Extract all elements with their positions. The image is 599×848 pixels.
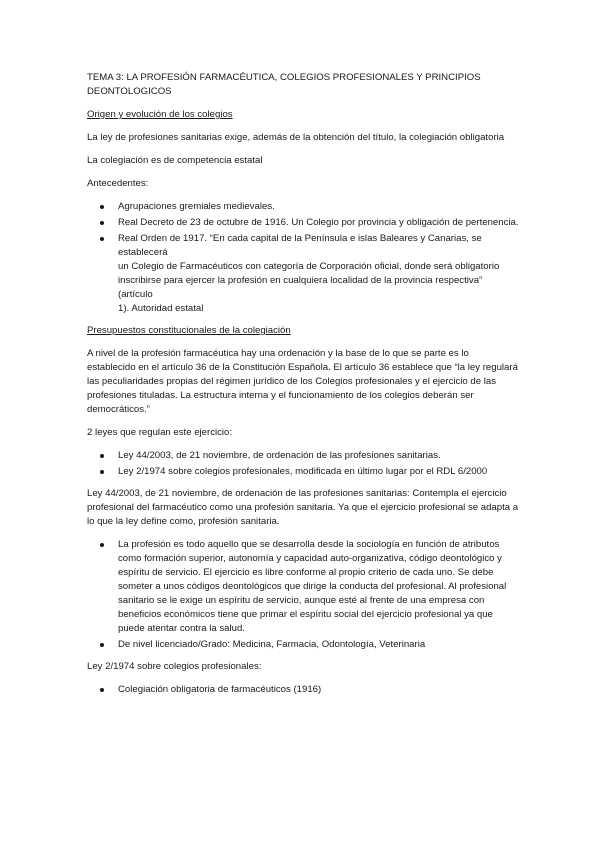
paragraph: Ley 2/1974 sobre colegios profesionales: <box>87 661 262 672</box>
list-item-line: Real Orden de 1917. “En cada capital de la Península e islas Baleares y Canarias, se establecerá <box>118 233 482 258</box>
section-heading-origen: Origen y evolución de los colegios <box>87 109 233 120</box>
paragraph: La colegiación es de competencia estatal <box>87 155 263 166</box>
list-item-line: un Colegio de Farmacéuticos con categoría de Corporación oficial, donde será obligatorio <box>118 261 500 272</box>
list-item: Ley 44/2003, de 21 noviembre, de ordenación de las profesiones sanitarias. <box>87 449 519 463</box>
list-item: De nivel licenciado/Grado: Medicina, Farmacia, Odontología, Veterinaria <box>87 638 519 652</box>
list-item <box>87 232 519 316</box>
list-item: Ley 2/1974 sobre colegios profesionales, modificada en último lugar por el RDL 6/2000 <box>87 465 519 479</box>
document-page <box>87 71 519 705</box>
list-item: Real Decreto de 23 de octubre de 1916. Un Colegio por provincia y obligación de pertenencia. <box>87 216 519 230</box>
paragraph: La ley de profesiones sanitarias exige, además de la obtención del título, la colegiación obligatoria <box>87 132 505 143</box>
bullet-list-leyes <box>87 449 519 479</box>
bullet-list-colegios <box>87 683 519 697</box>
bullet-list-profesion <box>87 538 519 652</box>
paragraph: 2 leyes que regulan este ejercicio: <box>87 427 233 438</box>
section-heading-presupuestos: Presupuestos constitucionales de la colegiación <box>87 325 291 336</box>
bullet-list-antecedentes <box>87 200 519 316</box>
list-item-line: inscribirse para ejercer la profesión en cualquiera localidad de la provincia respectiva” (artículo <box>118 275 483 300</box>
list-item: La profesión es todo aquello que se desarrolla desde la sociología en función de atributos como formación superior, autonomía y capacidad auto-organizativa, código deontológico y espíritu de servicio. El ejercicio es libre conforme al propio criterio de cada uno. Se debe someter a unos códigos deontológicos que dirige la conducta del profesional. Al profesional sanitario se le exige un espíritu de servicio, aunque esté al frente de una empresa con beneficios económicos tiene que primar el espíritu social del ejercicio profesional ya que puede atentar contra la salud. <box>87 538 519 636</box>
list-item-line: 1). Autoridad estatal <box>118 303 204 314</box>
paragraph: Antecedentes: <box>87 178 149 189</box>
document-title: TEMA 3: LA PROFESIÓN FARMACÉUTICA, COLEGIOS PROFESIONALES Y PRINCIPIOS DEONTOLOGICOS <box>87 72 481 97</box>
list-item: Colegiación obligatoria de farmacéuticos (1916) <box>87 683 519 697</box>
paragraph: Ley 44/2003, de 21 noviembre, de ordenación de las profesiones sanitarias: Contempla el ejercicio profesional del farmacéutico como una profesión sanitaria. Ya que el ejercicio profesional se adapta a lo que la ley define como, profesión sanitaria. <box>87 488 519 527</box>
list-item: Agrupaciones gremiales medievales. <box>87 200 519 214</box>
paragraph: A nivel de la profesión farmacéutica hay una ordenación y la base de lo que se parte es lo establecido en el artículo 36 de la Constitución Española. El artículo 36 establece que “la ley regulará las peculiaridades propias del régimen jurídico de los Colegios profesionales y el ejercicio de las profesiones tituladas. La estructura interna y el funcionamiento de los colegios deberán ser democráticos.” <box>87 348 518 415</box>
